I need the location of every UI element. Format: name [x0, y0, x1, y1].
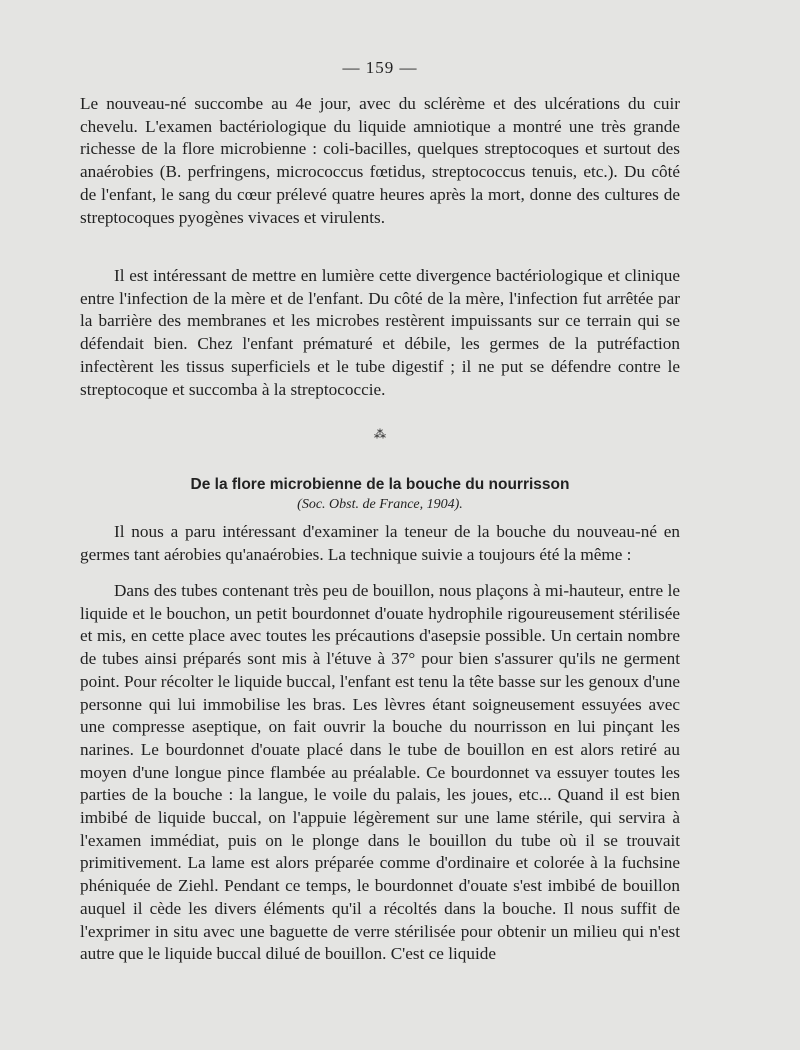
page-number: — 159 —	[342, 58, 418, 77]
paragraph-intro	[80, 521, 680, 566]
paragraph-text: Il nous a paru intéressant d'examiner la teneur de la bouche du nouveau-né en germes tant aérobies qu'anaérobies. La technique suivie a toujours été la même :	[80, 522, 680, 564]
section-separator-asterism: ⁂	[374, 427, 386, 441]
paragraph-technique	[80, 580, 680, 966]
paragraph-discussion	[80, 265, 680, 401]
section-title: De la flore microbienne de la bouche du nourrisson	[190, 476, 570, 493]
paragraph-text: Il est intéressant de mettre en lumière cette divergence bactériologique et clinique entre l'infection de la mère et de l'enfant. Du côté de la mère, l'infection fut arrêtée par la barrière des membranes et les microbes restèrent impuissants sur ce terrain qui se défendait bien. Chez l'enfant prématuré et débile, les germes de la putréfaction infectèrent les tissus superficiels et le tube digestif ; il ne put se défendre contre le streptocoque et succomba à la streptococcie.	[80, 266, 680, 399]
paragraph-text: Dans des tubes contenant très peu de bouillon, nous plaçons à mi-hauteur, entre le liquide et le bouchon, un petit bourdonnet d'ouate hydrophile rigoureusement stérilisée et mis, en cette place avec toutes les précautions d'asepsie possible. Un certain nombre de tubes ainsi préparés sont mis à l'étuve à 37° pour bien s'assurer qu'ils ne germent point. Pour récolter le liquide buccal, l'enfant est tenu la tête basse sur les genoux d'une personne qui lui immobilise les bras. Les lèvres étant soigneusement essuyées avec une compresse aseptique, on fait ouvrir la bouche du nourrisson en lui pinçant les narines. Le bourdonnet d'ouate placé dans le tube de bouillon en est alors retiré au moyen d'une longue pince flambée au préalable. Ce bourdonnet va essuyer toutes les parties de la bouche : la langue, le voile du palais, les joues, etc... Quand il est bien imbibé de liquide buccal, on l'appuie légèrement sur une lame stérile, qui servira à l'examen immédiat, puis on le plonge dans le bouillon du tube où il se trouvait primitivement. La lame est alors préparée comme d'ordinaire et colorée à la fuchsine phéniquée de Ziehl. Pendant ce temps, le bourdonnet d'ouate s'est imbibé de bouillon auquel il cède les divers éléments qu'il a récoltés dans la bouche. Il nous suffit de l'exprimer in situ avec une baguette de verre stérilisée pour obtenir un milieu qui n'est autre que le liquide buccal dilué de bouillon. C'est ce liquide	[80, 581, 680, 964]
paragraph-case-report: Le nouveau-né succombe au 4e jour, avec du sclérème et des ulcérations du cuir chevelu. L'examen bactériologique du liquide amniotique a montré une très grande richesse de la flore microbienne : coli-bacilles, quelques streptocoques et surtout des anaérobies (B. perfringens, micrococcus fœtidus, streptococcus tenuis, etc.). Du côté de l'enfant, le sang du cœur prélevé quatre heures après la mort, donne des cultures de streptocoques pyogènes vivaces et virulents.	[80, 94, 680, 227]
citation-text: (Soc. Obst. de France, 1904).	[297, 497, 463, 512]
section-citation	[80, 497, 680, 513]
